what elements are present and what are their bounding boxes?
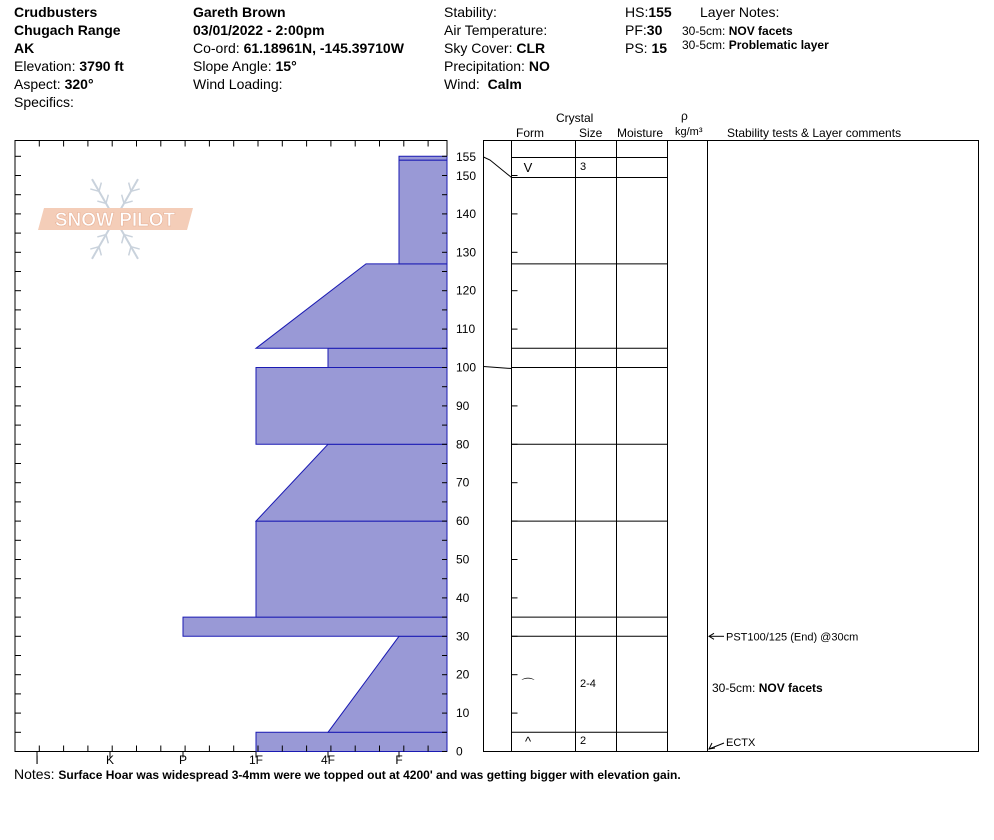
hardness-layer-bar	[256, 521, 447, 617]
snowflake-branch	[129, 183, 131, 192]
wind-loading-label: Wind Loading:	[193, 76, 283, 92]
hardness-tick-label: P	[178, 753, 188, 767]
layer-note-text: Problematic layer	[728, 38, 829, 52]
height-tick-label: 90	[456, 398, 470, 413]
hardness-layer-bar	[183, 617, 447, 636]
height-tick-label: 110	[456, 322, 476, 337]
hardness-tick-label: 4F	[320, 753, 336, 767]
density-unit-header: kg/m³	[675, 126, 703, 138]
height-tick-label: 40	[456, 590, 470, 605]
slope-label: Slope Angle:	[193, 58, 272, 74]
height-tick-label: 80	[456, 437, 470, 452]
snowflake-branch	[122, 235, 124, 244]
snowflake-branch	[106, 195, 108, 204]
height-tick-label: 155	[456, 150, 477, 164]
layer-comment	[712, 681, 823, 695]
layer-table-frame	[484, 141, 979, 752]
hardness-tick-label: K	[105, 753, 115, 767]
observation-datetime: 03/01/2022 - 2:00pm	[193, 22, 325, 38]
ps-label: PS:	[625, 40, 648, 56]
logo-text: SNOW PILOT	[54, 210, 176, 231]
coord-label: Co-ord:	[193, 40, 240, 56]
hardness-layer-bar	[328, 348, 447, 367]
hardness-layer-bar	[328, 636, 447, 732]
height-tick-label: 50	[456, 552, 470, 567]
layer-connector	[484, 367, 512, 369]
observer-name: Gareth Brown	[193, 4, 286, 20]
ps-value: 15	[651, 40, 668, 56]
air-temp-label: Air Temperature:	[444, 22, 548, 38]
snowflake-branch	[99, 183, 101, 192]
notes-label: Notes:	[14, 766, 55, 782]
specifics-label: Specifics:	[14, 94, 74, 110]
crystal-size-label: 3	[580, 161, 587, 173]
sky-value: CLR	[516, 40, 546, 56]
layer-notes-title: Layer Notes:	[700, 4, 780, 20]
height-tick-label: 20	[456, 667, 470, 682]
layer-note-depth: 30-5cm:	[682, 38, 726, 52]
pf-value: 30	[646, 22, 663, 38]
hardness-layer-bar	[256, 444, 447, 521]
elevation-value: 3790 ft	[79, 58, 124, 74]
height-tick-label: 70	[456, 475, 470, 490]
snowflake-branch	[122, 195, 124, 204]
height-tick-label: 130	[456, 245, 477, 260]
rho-header: ρ	[681, 109, 688, 123]
form-header: Form	[516, 126, 544, 140]
snowflake-branch	[99, 247, 101, 256]
coord-value: 61.18961N, -145.39710W	[243, 40, 404, 56]
layer-connector	[484, 157, 512, 178]
crystal-form-symbol: ^	[524, 734, 532, 749]
notes	[14, 766, 681, 782]
crystal-form-symbol: V	[523, 160, 533, 175]
range-name: Chugach Range	[14, 22, 121, 38]
height-tick-label: 0	[456, 744, 463, 759]
crystal-size-label: 2	[580, 735, 587, 747]
height-tick-label: 150	[456, 169, 477, 183]
layer-comment-depth: 30-5cm:	[712, 681, 759, 695]
snowflake-branch	[106, 235, 108, 244]
hardness-layer-bar	[256, 368, 447, 445]
height-tick-label: 140	[456, 206, 477, 221]
height-tick-label: 30	[456, 629, 470, 644]
hardness-tick-label: F	[395, 753, 403, 767]
stability-test-comment: PST100/125 (End) @30cm	[726, 631, 859, 644]
elevation-label: Elevation:	[14, 58, 76, 74]
size-header: Size	[579, 126, 603, 140]
hardness-tick-label: 1F	[248, 753, 264, 767]
hardness-layer-bar	[399, 160, 447, 264]
wind-label: Wind:	[444, 76, 480, 92]
slope-value: 15°	[275, 58, 297, 74]
pf-label: PF:	[625, 22, 647, 38]
precip-label: Precipitation:	[444, 58, 525, 74]
hardness-tick-label: I	[35, 753, 39, 767]
precip-value: NO	[528, 58, 550, 74]
crystal-header: Crystal	[556, 111, 594, 125]
stability-test-comment: ECTX	[726, 737, 756, 749]
crystal-size-label: 2-4	[580, 678, 596, 690]
layer-comment-text: NOV facets	[758, 681, 823, 695]
hardness-layer-bar	[256, 732, 447, 751]
stability-label: Stability:	[444, 4, 497, 20]
hardness-layer-bar	[256, 264, 447, 348]
notes-text: Surface Hoar was widespread 3-4mm were we topped out at 4200' and was getting bigger with elevation gain.	[58, 768, 681, 782]
aspect-label: Aspect:	[14, 76, 61, 92]
height-tick-label: 100	[456, 360, 477, 375]
wind-value: Calm	[487, 76, 522, 92]
height-tick-label: 60	[456, 514, 470, 529]
comment-arrow-head	[709, 743, 715, 749]
sky-label: Sky Cover:	[444, 40, 513, 56]
crystal-form-symbol: ⌒	[521, 677, 535, 692]
org-name: Crudbusters	[14, 4, 98, 20]
height-tick-label: 10	[456, 706, 470, 721]
state-name: AK	[14, 40, 35, 56]
comments-header: Stability tests & Layer comments	[727, 126, 902, 140]
snowflake-branch	[129, 247, 131, 256]
height-tick-label: 120	[456, 283, 477, 298]
layer-note-text: NOV facets	[728, 24, 793, 38]
layer-note-depth: 30-5cm:	[682, 24, 726, 38]
moisture-header: Moisture	[617, 126, 664, 140]
aspect-value: 320°	[64, 76, 94, 92]
hs-label: HS:	[625, 4, 649, 20]
hardness-layer-bar	[399, 156, 447, 160]
hs-value: 155	[648, 4, 672, 20]
